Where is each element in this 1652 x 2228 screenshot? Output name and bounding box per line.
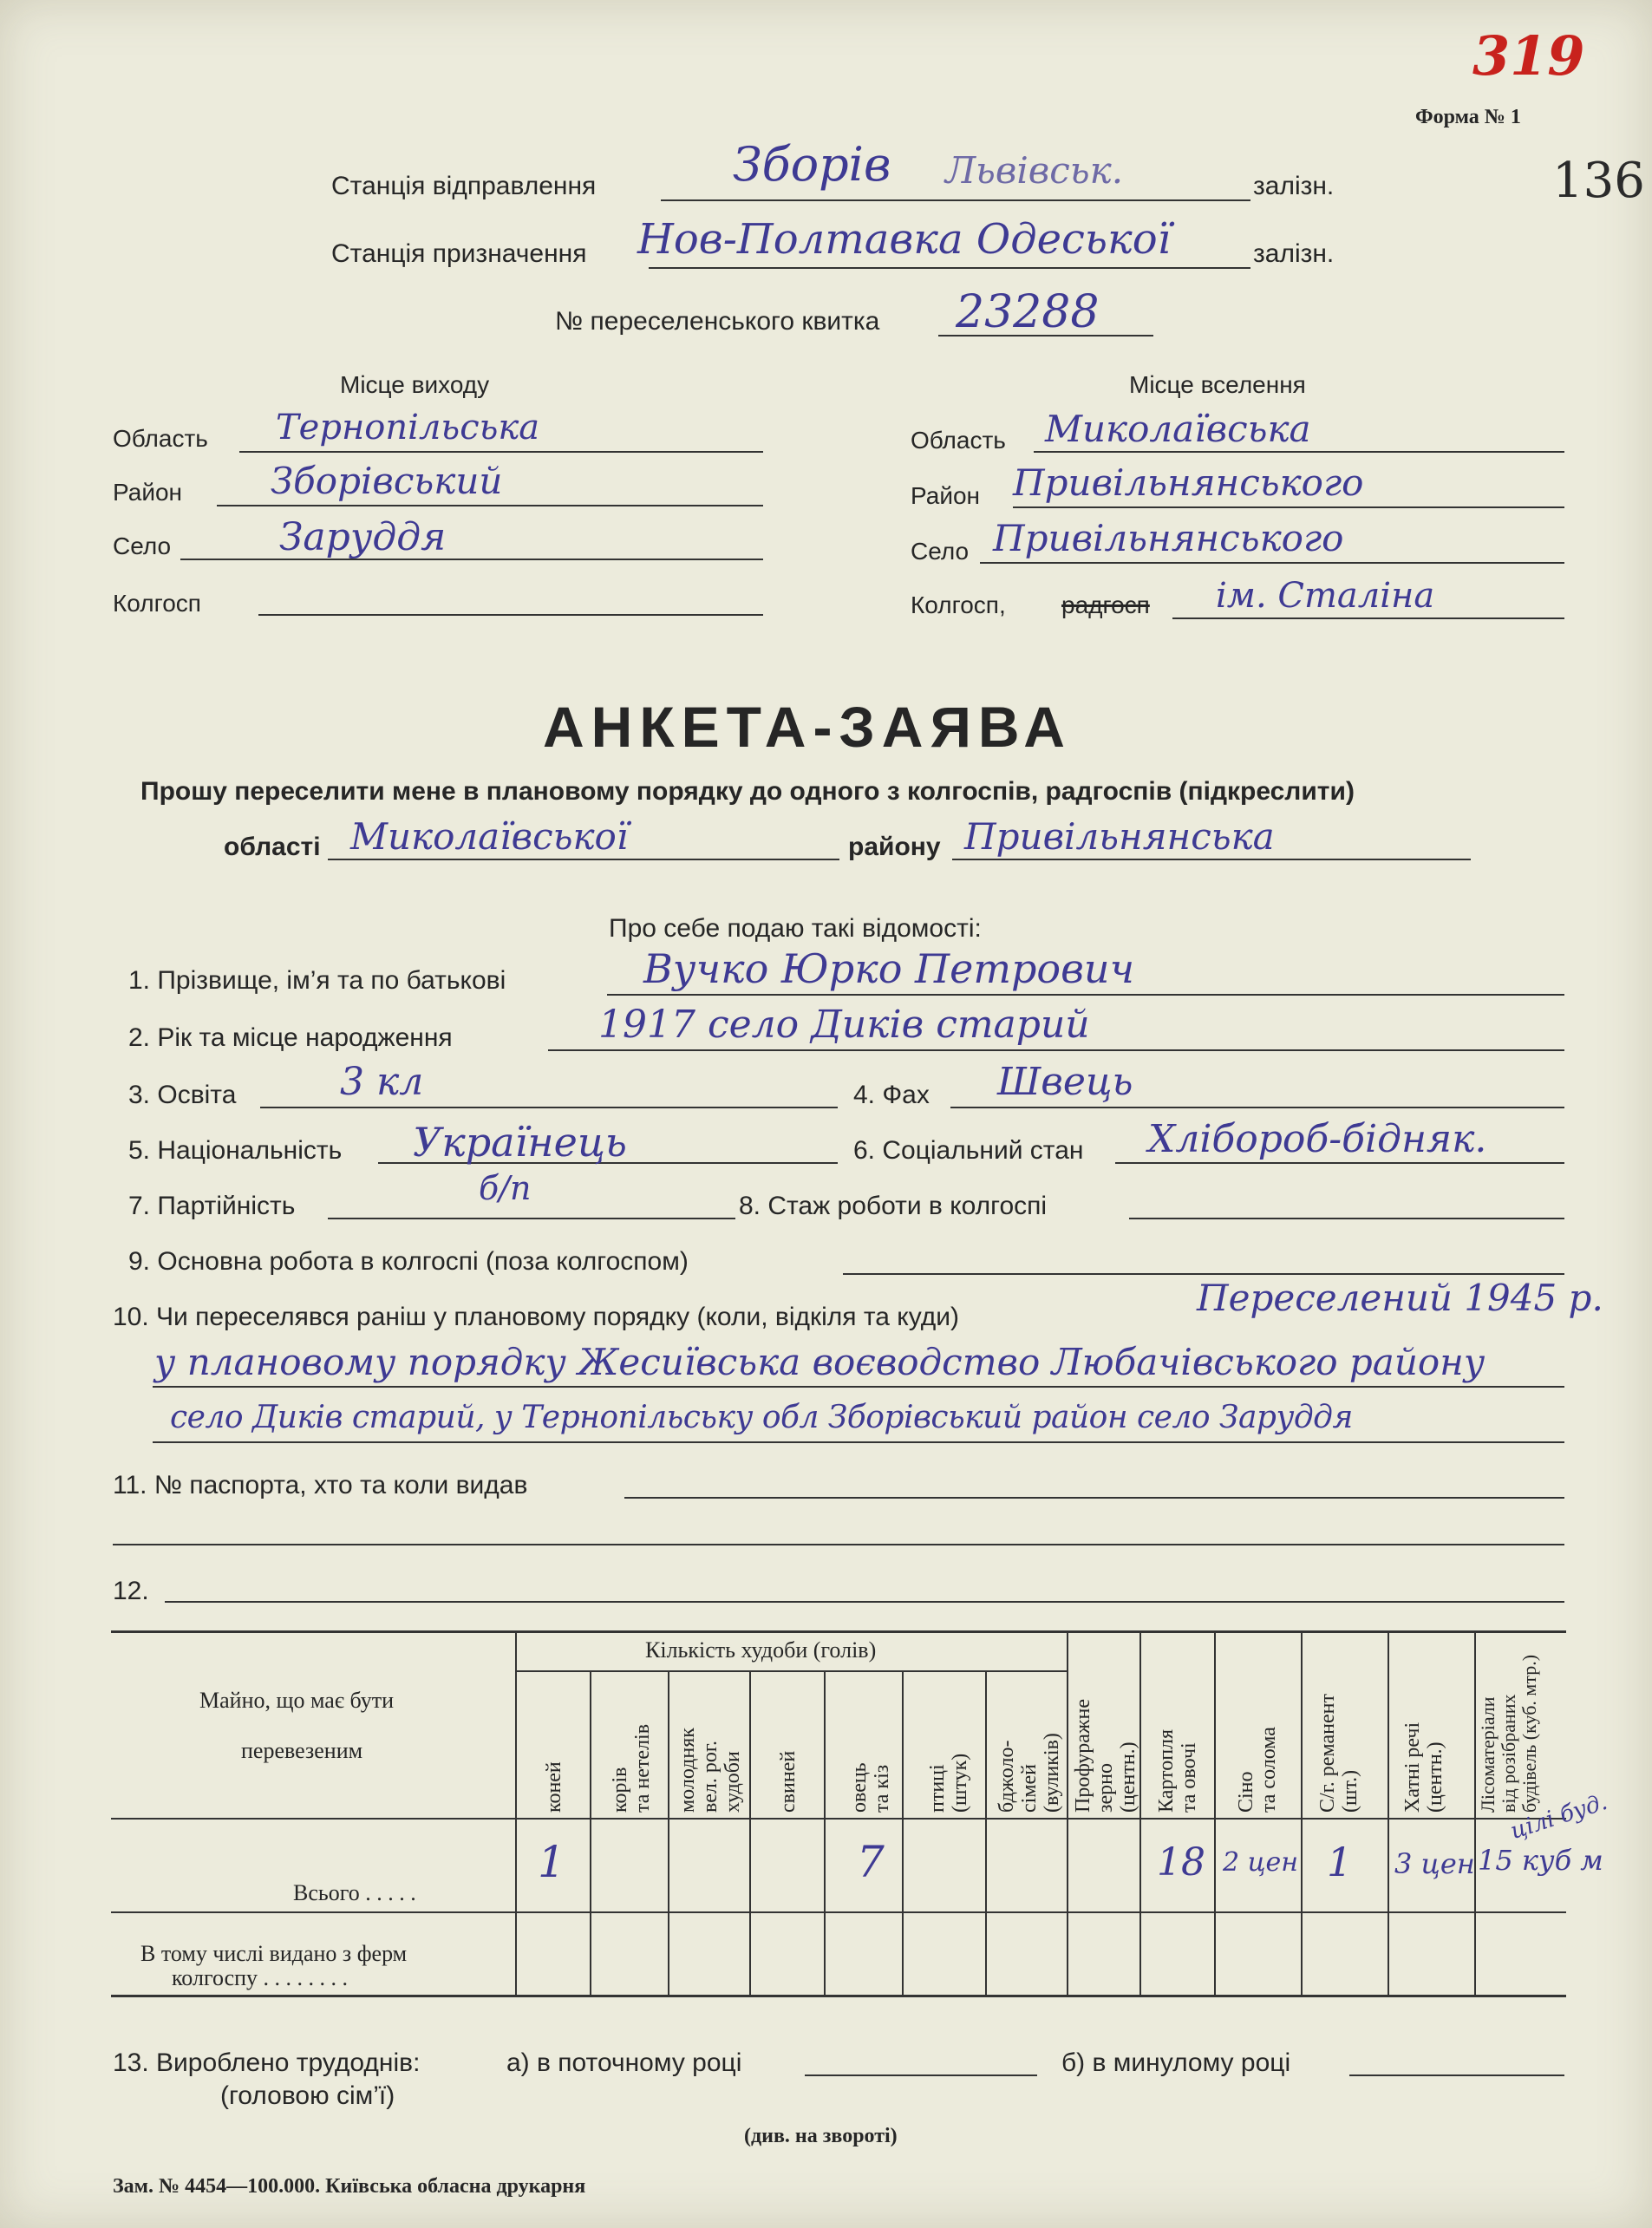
field-9-line <box>843 1273 1564 1275</box>
request-raion-value: Привільнянська <box>964 815 1275 858</box>
col-border <box>902 1670 904 1995</box>
col-header-potatoes: Картопля та овочі <box>1155 1728 1200 1813</box>
table-bottom-border <box>111 1995 1566 1997</box>
livestock-header-border <box>515 1670 1067 1672</box>
col-border <box>1067 1630 1068 1995</box>
form-title: АНКЕТА-ЗАЯВА <box>543 695 1072 759</box>
field-1-line <box>607 994 1564 996</box>
col-header-grain: Профуражне зерно (центн.) <box>1072 1698 1139 1813</box>
request-line: Прошу переселити мене в плановому порядку до одного з колгоспів, радгоспів (підкреслити) <box>140 777 1355 806</box>
field-11-line <box>624 1497 1564 1499</box>
field-4-label: 4. Фах <box>853 1081 930 1109</box>
dest-radhosp-label: радгосп <box>1061 591 1150 618</box>
field-1-label: 1. Прізвище, ім’я та по батькові <box>128 966 506 995</box>
field-11-label: 11. № паспорта, хто та коли видав <box>113 1471 528 1499</box>
dest-kolhosp-value: ім. Сталіна <box>1216 576 1435 616</box>
field-12-line <box>165 1601 1564 1603</box>
field-4-line <box>950 1107 1564 1108</box>
field-8-label: 8. Стаж роботи в колгоспі <box>739 1192 1048 1220</box>
railway-suffix-2: залізн. <box>1253 239 1335 268</box>
ticket-value: 23288 <box>956 286 1100 338</box>
origin-selo-line <box>180 559 763 560</box>
origin-raion-line <box>217 505 763 506</box>
info-heading: Про себе подаю такі відомості: <box>609 914 982 943</box>
field-2-line <box>548 1049 1564 1051</box>
col-border <box>590 1670 591 1995</box>
timber-note: цілі буд. <box>1507 1788 1611 1846</box>
field-5-extra: б/п <box>479 1169 532 1207</box>
field-1-value: Вучко Юрко Петрович <box>643 945 1135 992</box>
form-label: Форма № 1 <box>1415 106 1521 128</box>
origin-selo-label: Село <box>113 532 172 559</box>
total-row-label: Всього . . . . . <box>293 1880 416 1905</box>
destination-line <box>649 267 1250 269</box>
field-12-label: 12. <box>113 1577 149 1605</box>
issued-label-1: В тому числі видано з ферм <box>140 1941 408 1966</box>
departure-station-value: Зборів <box>733 137 891 192</box>
origin-oblast-value: Тернопільська <box>276 408 540 448</box>
departure-line <box>661 199 1250 201</box>
field-6-line <box>1115 1162 1564 1164</box>
archive-number: 319 <box>1472 24 1585 88</box>
dest-oblast-line <box>1034 451 1564 453</box>
departure-railway-value: Львівськ. <box>945 149 1124 192</box>
field-10-line-1 <box>153 1386 1564 1388</box>
col-header-cows: корів та нетелів <box>609 1723 654 1813</box>
col-border <box>1214 1630 1216 1995</box>
field-13-a-label: а) в поточному році <box>506 2048 742 2077</box>
field-4-value: Швець <box>997 1060 1133 1104</box>
col-header-pigs: свиней <box>777 1750 800 1813</box>
origin-raion-value: Зборівський <box>271 460 503 502</box>
field-7-label: 7. Партійність <box>128 1192 296 1220</box>
col-border <box>985 1670 987 1995</box>
destination-station-value: Нов-Полтавка Одеської <box>637 215 1171 264</box>
table-row-border-1 <box>111 1818 1566 1820</box>
dest-raion-line <box>1013 506 1564 508</box>
col-border <box>824 1670 826 1995</box>
col-header-horses: коней <box>543 1761 565 1813</box>
origin-oblast-label: Область <box>113 425 208 452</box>
ticket-label: № переселенського квитка <box>555 307 880 336</box>
dest-raion-label: Район <box>911 482 980 509</box>
origin-oblast-line <box>239 451 763 453</box>
col-border <box>1139 1630 1141 1995</box>
col-header-household: Хатні речі (центн.) <box>1401 1722 1446 1813</box>
col-header-bees: бджоло- сімей (вуликів) <box>996 1733 1063 1813</box>
total-sheep: 7 <box>857 1837 885 1887</box>
origin-heading: Місце виходу <box>340 371 490 398</box>
dest-raion-value: Привільнянського <box>1013 461 1364 504</box>
request-raion-line <box>952 859 1471 860</box>
dest-selo-value: Привільнянського <box>993 517 1344 559</box>
page-number: 136 <box>1552 153 1645 209</box>
col-border <box>668 1670 669 1995</box>
col-border <box>1474 1630 1476 1995</box>
see-back-note: (див. на звороті) <box>744 2125 898 2147</box>
col-border <box>515 1630 517 1995</box>
departure-station-label: Станція відправлення <box>331 172 597 200</box>
field-10-value-2: у плановому порядку Жесиївська воєводство Любачівського району <box>154 1341 1485 1383</box>
field-9-label: 9. Основна робота в колгоспі (поза колгоспом) <box>128 1247 689 1276</box>
field-2-value: 1917 село Диків старий <box>598 1003 1090 1047</box>
field-13-b-label: б) в минулому році <box>1061 2048 1291 2077</box>
dest-kolhosp-line <box>1172 617 1564 619</box>
total-hay: 2 цен <box>1223 1847 1299 1878</box>
origin-kolhosp-label: Колгосп <box>113 590 201 617</box>
field-2-label: 2. Рік та місце народження <box>128 1023 453 1052</box>
col-border <box>749 1670 751 1995</box>
printer-note: Зам. № 4454—100.000. Київська обласна друкарня <box>113 2175 586 2198</box>
field-3-value: 3 кл <box>340 1060 424 1104</box>
field-8-line <box>1129 1218 1564 1219</box>
total-household: 3 цен <box>1394 1847 1475 1880</box>
table-top-border <box>111 1630 1566 1633</box>
field-6-label: 6. Соціальний стан <box>853 1136 1084 1165</box>
total-timber: 15 куб м <box>1478 1844 1603 1877</box>
table-row-border-2 <box>111 1911 1566 1913</box>
col-header-equipment: С/г. реманент (шт.) <box>1316 1694 1361 1813</box>
col-header-poultry: птиці (штук) <box>926 1753 971 1813</box>
field-13-b-line <box>1349 2074 1564 2076</box>
livestock-header: Кількість худоби (голів) <box>645 1637 877 1663</box>
col-header-sheep: овець та кіз <box>848 1762 893 1813</box>
total-potatoes: 18 <box>1157 1840 1205 1885</box>
field-10-value-3: село Диків старий, у Тернопільську обл Зборівський район село Заруддя <box>170 1400 1353 1435</box>
field-13-sub: (головою сім’ї) <box>220 2081 395 2110</box>
dest-kolhosp-label: Колгосп, <box>911 591 1006 618</box>
issued-label-2: колгоспу . . . . . . . . <box>172 1965 349 1990</box>
dest-oblast-label: Область <box>911 427 1006 454</box>
field-6-value: Хлібороб-бідняк. <box>1148 1117 1487 1161</box>
request-oblast-value: Миколаївської <box>350 815 629 858</box>
field-11-line-2 <box>113 1544 1564 1545</box>
total-horses: 1 <box>538 1837 565 1887</box>
field-3-line <box>260 1107 838 1108</box>
railway-suffix-1: залізн. <box>1253 172 1335 200</box>
col-header-hay: Сіно та солома <box>1235 1727 1280 1813</box>
destination-station-label: Станція призначення <box>331 239 587 268</box>
field-10-line-2 <box>153 1441 1564 1443</box>
request-oblast-label: області <box>224 833 321 861</box>
origin-selo-value: Заруддя <box>279 515 447 559</box>
total-equipment: 1 <box>1327 1839 1353 1885</box>
property-label-2: перевезеним <box>241 1738 363 1763</box>
col-border <box>1388 1630 1389 1995</box>
request-oblast-line <box>328 859 839 860</box>
origin-kolhosp-line <box>258 614 763 616</box>
dest-selo-label: Село <box>911 538 970 565</box>
field-10-label: 10. Чи переселявся раніш у плановому порядку (коли, відкіля та куди) <box>113 1303 960 1331</box>
origin-raion-label: Район <box>113 479 182 506</box>
field-5-value: Українець <box>413 1119 627 1166</box>
request-raion-label: району <box>848 833 941 861</box>
dest-selo-line <box>980 562 1564 564</box>
col-border <box>1301 1630 1303 1995</box>
dest-oblast-value: Миколаївська <box>1045 408 1311 450</box>
col-header-young-cattle: молодняк вел. рог. худоби <box>676 1728 744 1813</box>
destination-heading: Місце вселення <box>1129 371 1306 398</box>
field-10-value-1: Переселений 1945 р. <box>1197 1277 1603 1319</box>
field-13-label: 13. Вироблено трудоднів: <box>113 2048 421 2077</box>
field-13-a-line <box>805 2074 1037 2076</box>
property-label-1: Майно, що має бути <box>199 1688 394 1713</box>
field-3-label: 3. Освіта <box>128 1081 237 1109</box>
field-7-line <box>328 1218 735 1219</box>
field-5-label: 5. Національність <box>128 1136 343 1165</box>
col-header-timber: Лісоматеріали від розібраних будівель (куб. мтр.) <box>1477 1654 1540 1813</box>
